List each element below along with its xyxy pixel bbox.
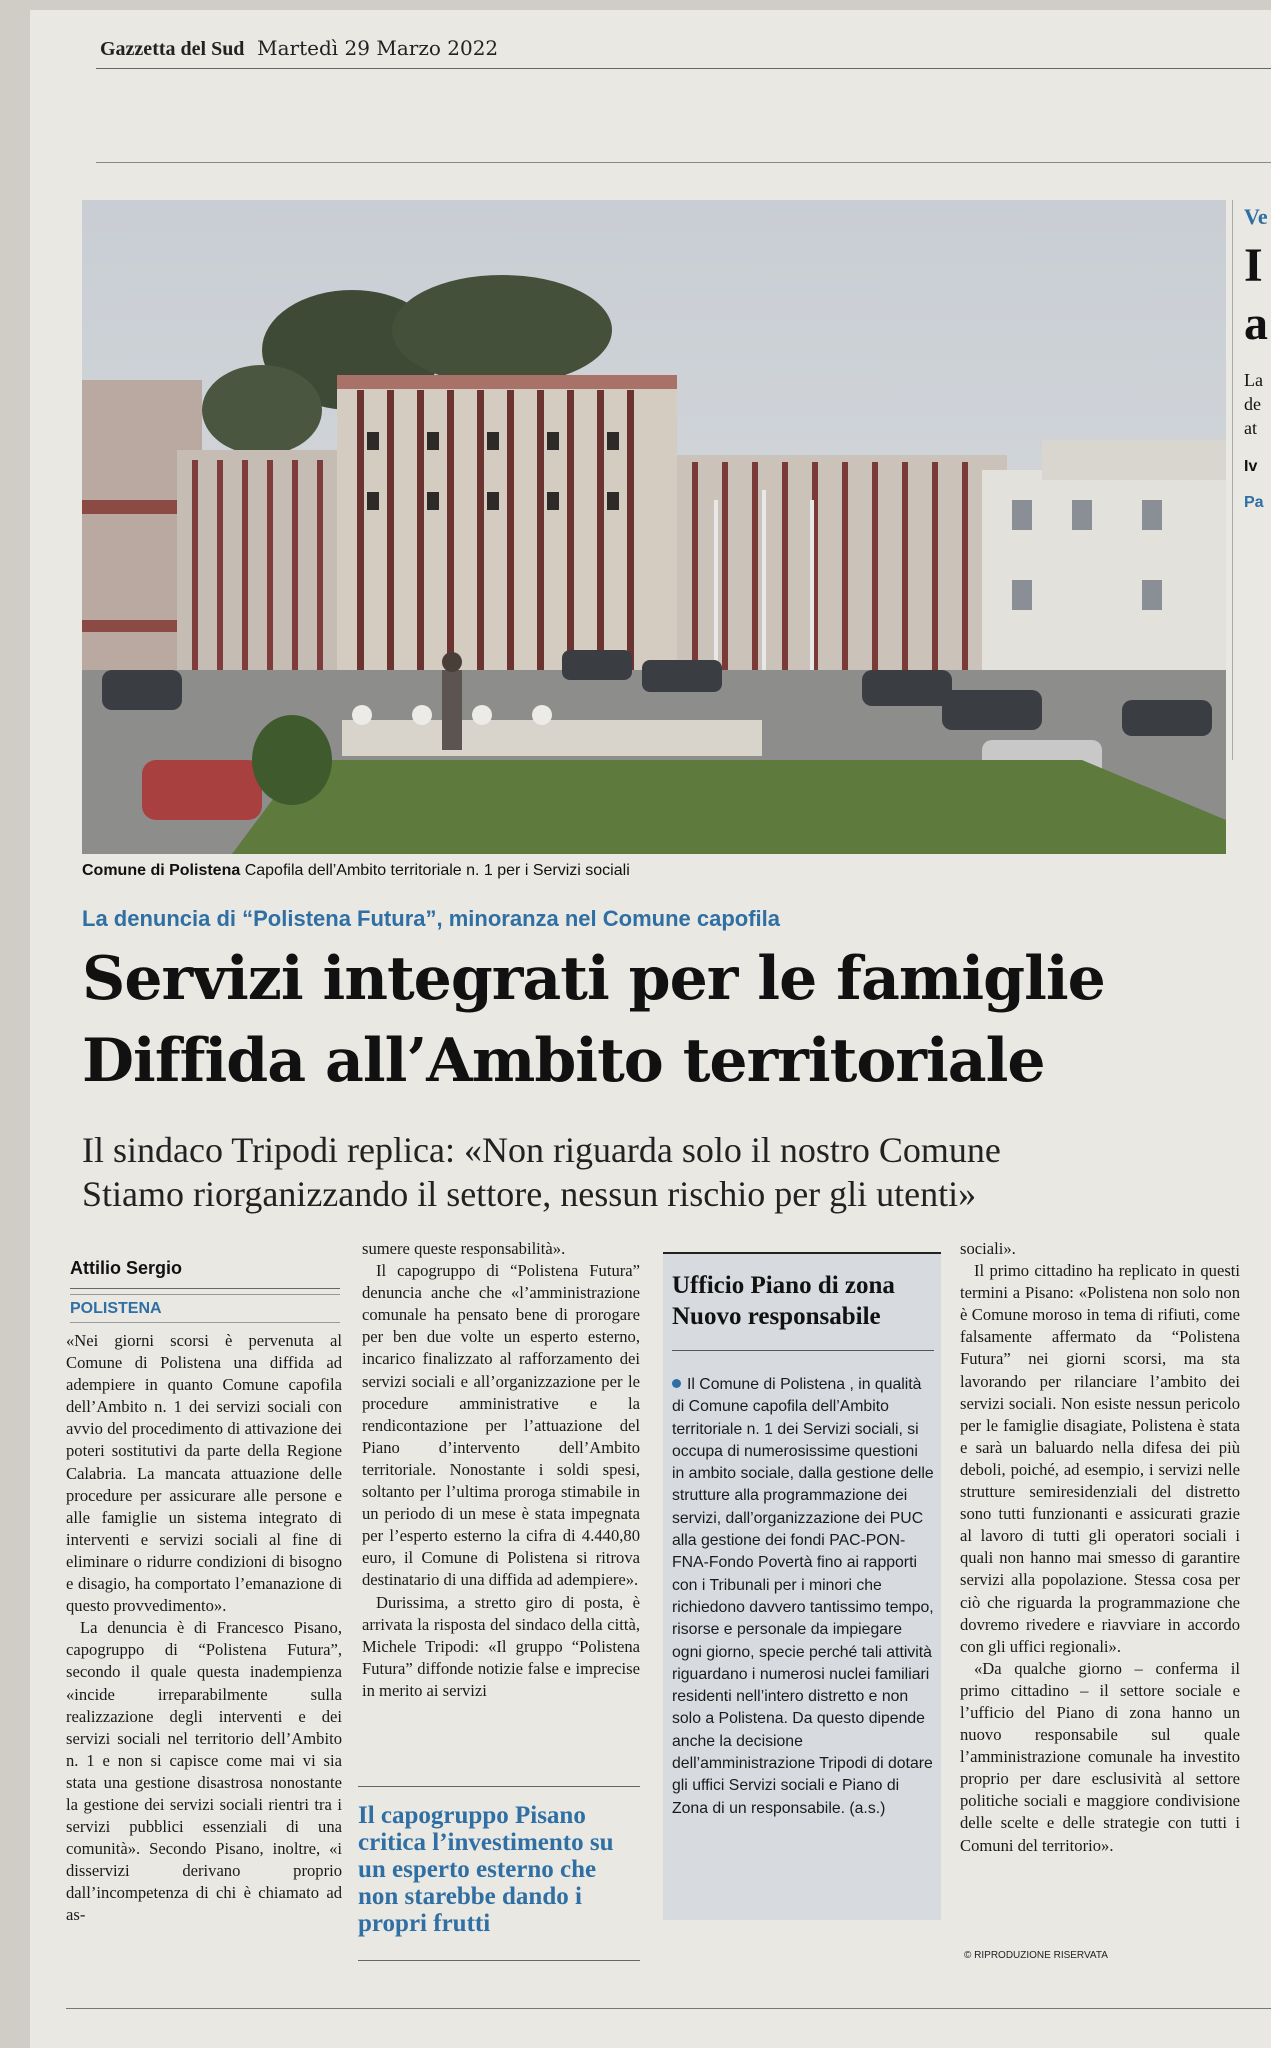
adjacent-text: de xyxy=(1244,394,1261,414)
pullquote-rule-top xyxy=(358,1786,640,1787)
paragraph: «Da qualche giorno – conferma il primo cittadino – il settore sociale e l’ufficio del Piano di zona hanno un nuovo responsabile sul quale l’amministrazione comunale ha investito proprio per dare esclusività al settore politiche sociali e maggiore condivisione delle scelte e delle strategie con tutti i Comuni del territorio». xyxy=(960,1658,1240,1855)
paragraph: «Nei giorni scorsi è pervenuta al Comune di Polistena una diffida ad adempiere in quanto Comune capofila dell’Ambito n. 1 dei servizi sociali con avvio del procedimento di attivazione dei poteri sostitutivi da parte della Regione Calabria. La mancata attuazione delle procedure per assicurare alle persone e alle famiglie un sistema integrato di interventi e servizi sociali al fine di eliminare o ridurre condizioni di bisogno e disagio, ha comportato l’emanazione di questo provvedimento». xyxy=(66,1331,342,1616)
adjacent-text: at xyxy=(1244,418,1257,438)
town-hall-photo xyxy=(82,200,1226,854)
adjacent-kicker: Ve xyxy=(1244,204,1268,229)
adjacent-headline-2: a xyxy=(1244,297,1268,350)
paragraph: Il capogruppo di “Polistena Futura” denuncia anche che «l’amministrazione comunale ha pensato bene di prorogare per ben due volte un esperto esterno, incarico finalizzato al rafforzamento dei servizi sociali e all’organizzazione per le procedure amministrative e la rendicontazione per l’attuazione del Piano d’intervento dell’Ambito territoriale. Nonostante i soldi spesi, soltanto per l’ultima proroga stimabile in un periodo di un mese è stata impegnata per l’esperto esterno la cifra di 4.440,80 euro, il Comune di Polistena si ritrova destinatario di una diffida ad adempiere». xyxy=(362,1261,640,1590)
dateline-rule xyxy=(70,1322,340,1323)
byline-rule-2 xyxy=(70,1294,340,1295)
byline: Attilio Sergio xyxy=(70,1258,182,1278)
photo-caption xyxy=(82,862,630,880)
adjacent-text: La xyxy=(1244,370,1263,390)
issue-date: Martedì 29 Marzo 2022 xyxy=(257,36,499,60)
section-rule xyxy=(96,162,1271,163)
kicker: La denuncia di “Polistena Futura”, minoranza nel Comune capofila xyxy=(82,906,780,931)
paragraph: sociali». xyxy=(960,1239,1016,1258)
bottom-rule xyxy=(66,2008,1271,2009)
paragraph: sumere queste responsabilità». xyxy=(362,1239,566,1258)
article-column-4 xyxy=(960,1238,1240,1857)
pull-quote: Il capogruppo Pisano critica l’investimento su un esperto esterno che non starebbe dando i propri frutti xyxy=(358,1802,614,1937)
headline-line-1: Servizi integrati per le famiglie xyxy=(82,944,1105,1014)
subheadline xyxy=(82,1128,1242,1216)
column-divider xyxy=(1232,200,1233,760)
pullquote-rule-bottom xyxy=(358,1960,640,1961)
subheadline-line-2: Stiamo riorganizzando il settore, nessun rischio per gli utenti» xyxy=(82,1174,977,1214)
subheadline-line-1: Il sindaco Tripodi replica: «Non riguarda solo il nostro Comune xyxy=(82,1130,1001,1170)
dateline-place: POLISTENA xyxy=(70,1300,162,1317)
box-title: Ufficio Piano di zona Nuovo responsabile xyxy=(672,1272,895,1330)
masthead xyxy=(100,36,498,61)
adjacent-headline: I xyxy=(1244,239,1263,292)
box-top-rule xyxy=(663,1252,941,1254)
caption-text: Capofila dell’Ambito territoriale n. 1 per i Servizi sociali xyxy=(240,862,630,879)
bullet-icon xyxy=(672,1379,681,1388)
newspaper-name: Gazzetta del Sud xyxy=(100,38,245,60)
box-text xyxy=(672,1374,934,1820)
box-title-rule xyxy=(672,1350,934,1351)
box-body: Il Comune di Polistena , in qualità di Comune capofila dell’Ambito territoriale n. 1 dei Servizi sociali, si occupa di numerosissime questioni in ambito sociale, dalla gestione delle strutture alla programmazione dei servizi, dall’organizzazione dei PUC alla gestione dei fondi PAC-PON- FNA-Fondo Povertà fino ai rapporti con i Tribunali per i minori che richiedono davvero tantissimo tempo, risorse e personale da impiegare ogni giorno, specie perché tali attività riguardano i numerosi nuclei familiari residenti nell’intero distretto e non solo a Polistena. Da questo dipende anche la decisione dell’amministrazione Tripodi di dotare gli uffici Servizi sociali e Piano di Zona di un responsabile. (a.s.) xyxy=(672,1376,934,1817)
caption-place: Comune di Polistena xyxy=(82,862,241,879)
byline-rule xyxy=(70,1288,340,1289)
article-column-2 xyxy=(362,1238,640,1702)
adjacent-place: Pa xyxy=(1244,494,1264,511)
top-rule xyxy=(96,68,1271,69)
adjacent-byline: Iv xyxy=(1244,458,1258,475)
paragraph: La denuncia è di Francesco Pisano, capogruppo di “Polistena Futura”, secondo il quale questa inadempienza «incide irreparabilmente sulla realizzazione degli interventi e dei servizi sociali nel territorio dell’Ambito n. 1 e non si capisce come mai vi sia stata una gestione disastrosa nonostante la gestione dei servizi sociali rientri tra i servizi pubblici essenziali di una comunità». Secondo Pisano, inoltre, «i disservizi derivano proprio dall’incompetenza di chi è chiamato ad as- xyxy=(66,1618,342,1925)
copyright-notice: © RIPRODUZIONE RISERVATA xyxy=(964,1950,1108,1961)
paragraph: Il primo cittadino ha replicato in questi termini a Pisano: «Polistena non solo non è Comune moroso in tema di rifiuti, come falsamente affermato da “Polistena Futura” nei giorni scorsi, ma sta lavorando per rilanciare l’ambito dei servizi sociali. Non esiste nessun pericolo per le famiglie disagiate, Polistena è stata e sarà un baluardo nella difesa dei più deboli, poiché, ad esempio, i servizi nelle strutture semiresidenziali del distretto sono tutti funzionanti e assicurati grazie al lavoro di tutti gli operatori sociali i quali non hanno mai smesso di garantire servizi alla popolazione. Stessa cosa per ciò che riguarda la programmazione che dovremo rivedere e riavviare in accordo con gli uffici regionali». xyxy=(960,1261,1240,1656)
article-column-1 xyxy=(66,1330,342,1927)
headline-line-2: Diffida all’Ambito territoriale xyxy=(82,1026,1045,1096)
paragraph: Durissima, a stretto giro di posta, è arrivata la risposta del sindaco della città, Michele Tripodi: «Il gruppo “Polistena Futura” diffonde notizie false e imprecise in merito ai servizi xyxy=(362,1592,640,1700)
headline xyxy=(82,938,1242,1102)
